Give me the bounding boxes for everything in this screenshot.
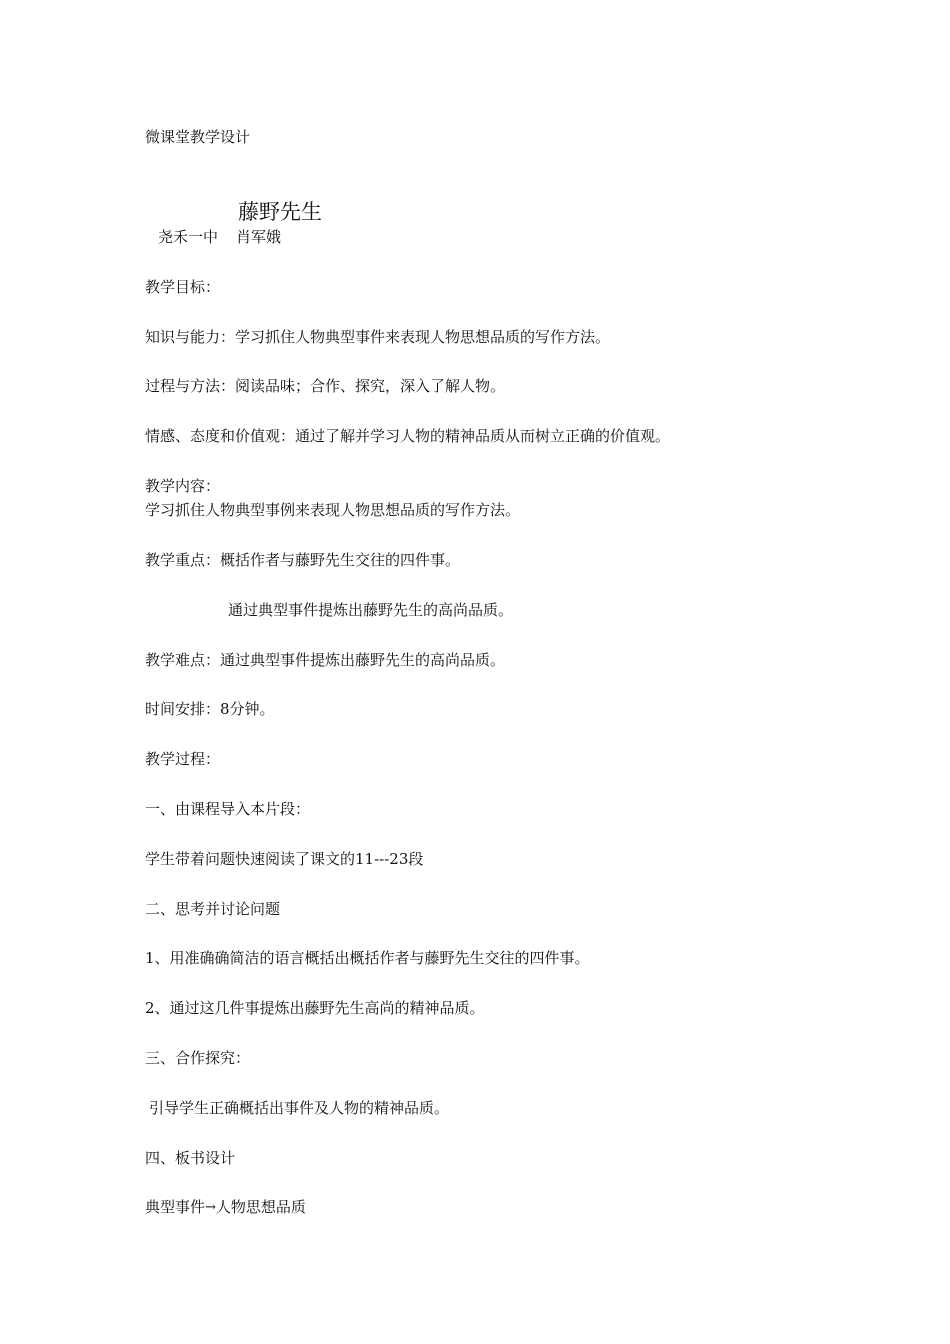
- time-arrangement: 时间安排：8分钟。: [145, 700, 275, 718]
- author-name: 肖军娥: [236, 228, 282, 246]
- content-text: 学习抓住人物典型事例来表现人物思想品质的写作方法。: [145, 501, 521, 519]
- step-3: 三、合作探究：: [145, 1049, 251, 1067]
- question-1: 1、用准确确简洁的语言概括出概括作者与藤野先生交往的四件事。: [145, 949, 590, 967]
- step-4: 四、板书设计: [145, 1149, 236, 1167]
- arrow-right-icon: →: [205, 1200, 216, 1215]
- objective-emotion: 情感、态度和价值观：通过了解并学习人物的精神品质从而树立正确的价值观。: [145, 427, 671, 445]
- board-right: 人物思想品质: [215, 1198, 306, 1216]
- process-label: 教学过程：: [145, 750, 221, 768]
- step-3-text: 引导学生正确概括出事件及人物的精神品质。: [149, 1099, 450, 1117]
- step-2: 二、思考并讨论问题: [145, 900, 281, 918]
- key-point-1: 教学重点：概括作者与藤野先生交往的四件事。: [145, 551, 461, 569]
- difficulty: 教学难点：通过典型事件提炼出藤野先生的高尚品质。: [145, 651, 506, 669]
- question-2: 2、通过这几件事提炼出藤野先生高尚的精神品质。: [145, 999, 485, 1017]
- author-line: [158, 227, 281, 247]
- school-name: 尧禾一中: [158, 228, 219, 246]
- step-1: 一、由课程导入本片段：: [145, 800, 311, 818]
- step-1-text: 学生带着问题快速阅读了课文的11---23段: [145, 850, 424, 868]
- content-label: 教学内容：: [145, 477, 221, 495]
- lesson-title: 藤野先生: [238, 200, 322, 224]
- objective-process: 过程与方法：阅读品味；合作、探究，深入了解人物。: [145, 377, 506, 395]
- board-design: [145, 1197, 306, 1219]
- board-left: 典型事件: [145, 1198, 206, 1216]
- objectives-label: 教学目标：: [145, 278, 221, 296]
- key-point-2: 通过典型事件提炼出藤野先生的高尚品质。: [228, 601, 514, 619]
- objective-knowledge: 知识与能力：学习抓住人物典型事件来表现人物思想品质的写作方法。: [145, 328, 611, 346]
- document-heading: 微课堂教学设计: [145, 128, 251, 146]
